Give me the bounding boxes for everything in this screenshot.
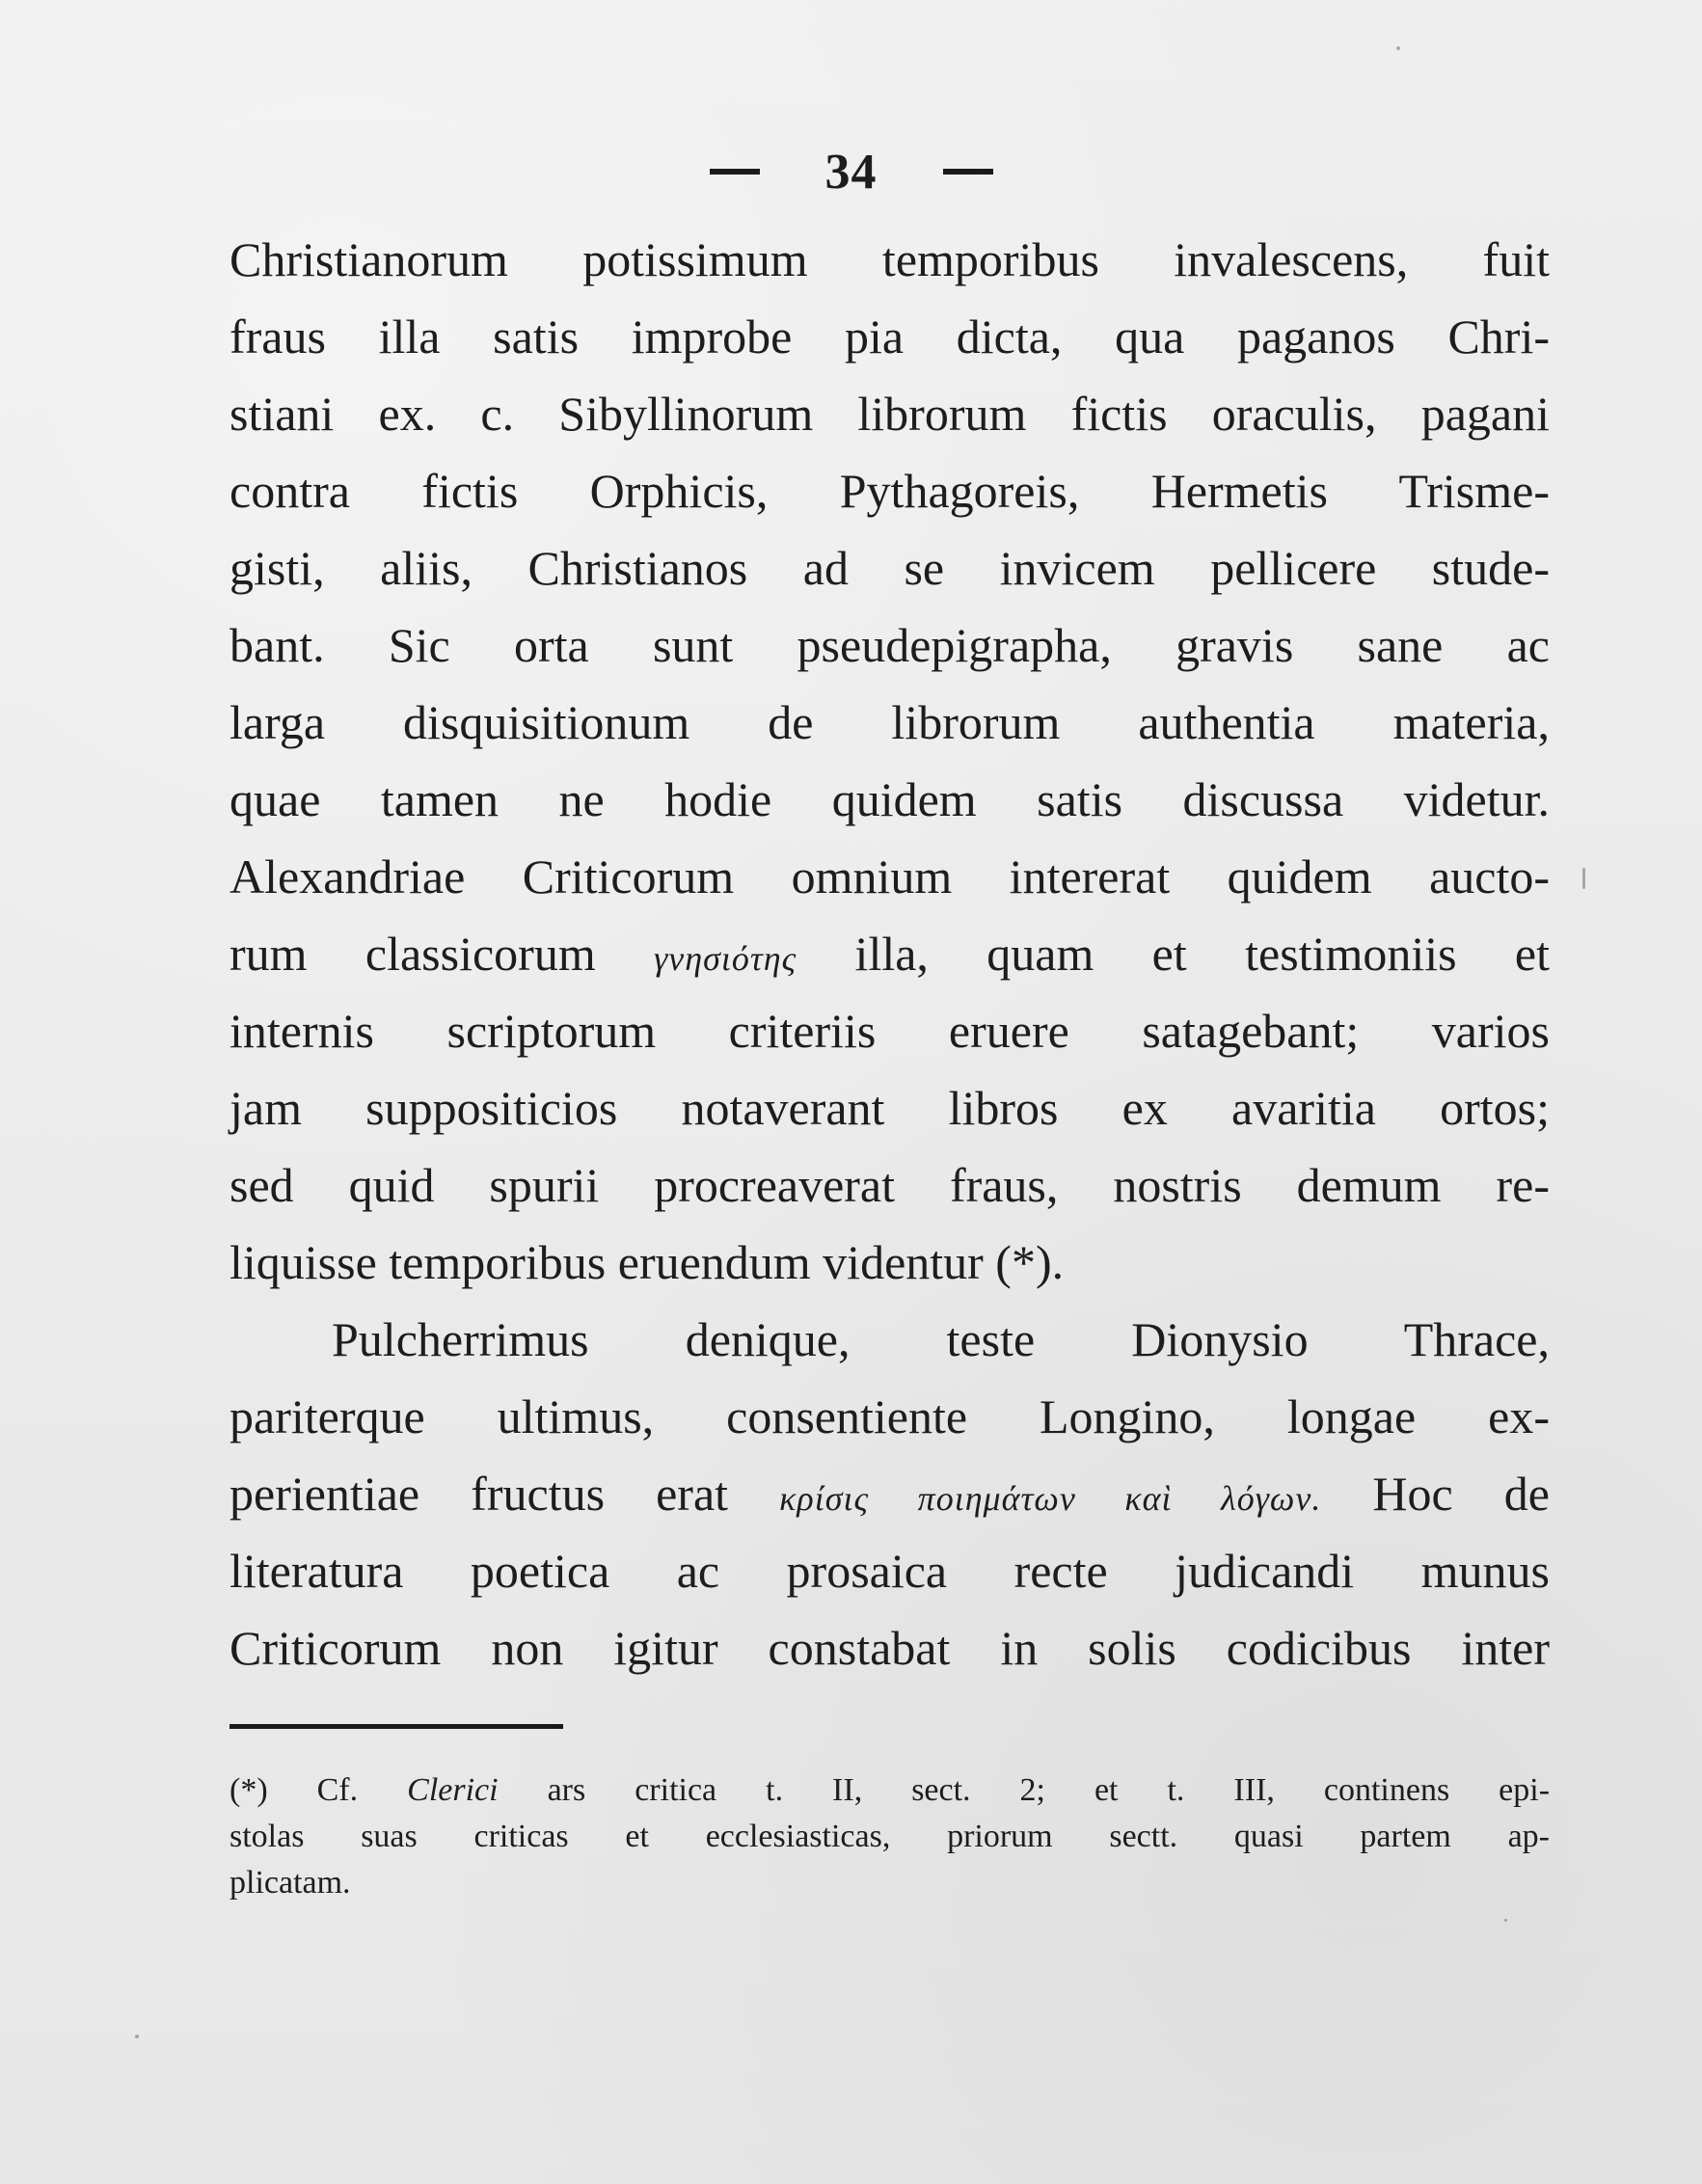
paragraph-1 bbox=[230, 221, 1550, 1301]
greek-phrase-krisis: κρίσις ποιημάτων καὶ λόγων. bbox=[779, 1479, 1322, 1518]
text-line: Alexandriae Criticorum omnium intererat quidem aucto- bbox=[230, 849, 1550, 903]
paragraph-2 bbox=[230, 1301, 1550, 1686]
paper-speck bbox=[1504, 1919, 1507, 1922]
text-line: liquisse temporibus eruendum videntur (*). bbox=[230, 1235, 1065, 1289]
footnote-line: plicatam. bbox=[230, 1865, 351, 1901]
text-line: pariterque ultimus, consentiente Longino, longae ex- bbox=[230, 1389, 1550, 1443]
text-line: literatura poetica ac prosaica recte judicandi munus bbox=[230, 1544, 1550, 1598]
right-dash bbox=[943, 169, 993, 175]
page-number: 34 bbox=[824, 144, 878, 200]
page-header bbox=[0, 143, 1702, 201]
text-line: Criticorum non igitur constabat in solis codicibus inter bbox=[230, 1621, 1550, 1675]
left-dash bbox=[710, 169, 760, 175]
text-line: internis scriptorum criteriis eruere satagebant; varios bbox=[230, 1004, 1550, 1058]
text-line: gisti, aliis, Christianos ad se invicem pellicere stude- bbox=[230, 541, 1550, 595]
text-line: perientiae fructus erat κρίσις ποιημάτων καὶ λόγων. Hoc de bbox=[230, 1467, 1551, 1521]
footnote-line: (*) Cf. Clerici ars critica t. II, sect. 2; et t. III, continens epi- bbox=[230, 1772, 1551, 1808]
text-line: fraus illa satis improbe pia dicta, qua paganos Chri- bbox=[230, 310, 1550, 364]
text-line: larga disquisitionum de librorum authentia materia, bbox=[230, 695, 1550, 749]
paper-speck bbox=[135, 2035, 139, 2038]
text-line: Christianorum potissimum temporibus invalescens, fuit bbox=[230, 232, 1550, 286]
text-line: sed quid spurii procreaverat fraus, nostris demum re- bbox=[230, 1158, 1550, 1212]
paper-speck bbox=[1396, 46, 1400, 50]
footnote-author: Clerici bbox=[407, 1772, 499, 1808]
text-line: contra fictis Orphicis, Pythagoreis, Hermetis Trisme- bbox=[230, 464, 1550, 518]
greek-phrase-gnesiotes: γνησιότης bbox=[654, 939, 797, 978]
text-line: rum classicorum γνησιότης illa, quam et testimoniis et bbox=[230, 927, 1550, 981]
text-line: quae tamen ne hodie quidem satis discussa videtur. bbox=[230, 772, 1550, 826]
footnote-rule bbox=[230, 1724, 563, 1729]
text-line: Pulcherrimus denique, teste Dionysio Thrace, bbox=[332, 1312, 1550, 1366]
paper-speck bbox=[1582, 868, 1585, 889]
footnote-line: stolas suas criticas et ecclesiasticas, priorum sectt. quasi partem ap- bbox=[230, 1819, 1550, 1854]
text-line: jam suppositicios notaverant libros ex avaritia ortos; bbox=[230, 1081, 1550, 1135]
text-line: bant. Sic orta sunt pseudepigrapha, gravis sane ac bbox=[230, 618, 1550, 672]
footnote bbox=[230, 1767, 1550, 1906]
text-line: stiani ex. c. Sibyllinorum librorum fictis oraculis, pagani bbox=[230, 387, 1550, 441]
